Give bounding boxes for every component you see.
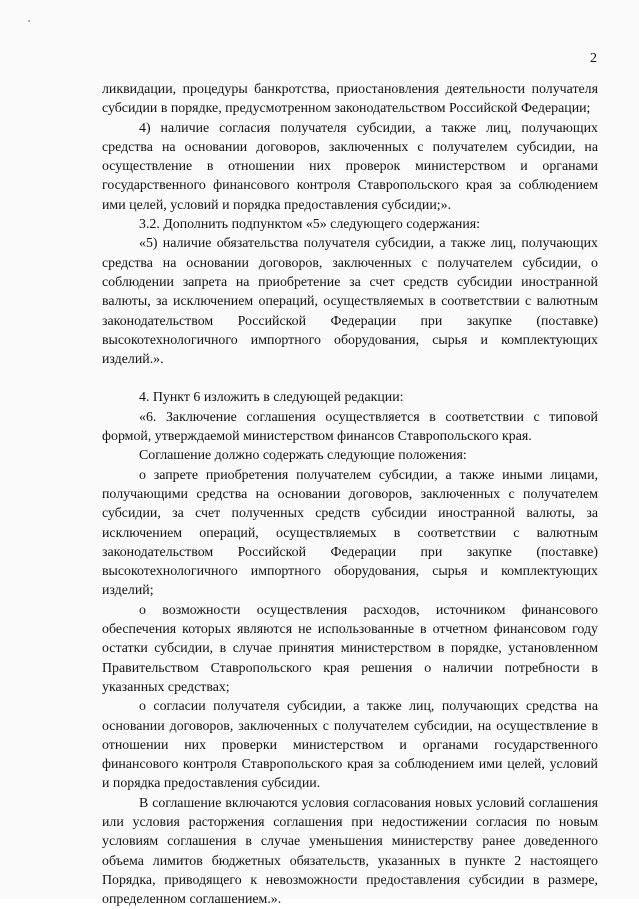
paragraph-continuation: ликвидации, процедуры банкротства, приостановления деятельности получателя субсидии в порядке, предусмотренном законодательством Российской Федерации; (102, 82, 598, 117)
paragraph-gap (102, 369, 598, 388)
document-body (102, 80, 598, 909)
scan-speck (28, 20, 30, 22)
paragraph-item-4: 4) наличие согласия получателя субсидии, а также лиц, получающих средства на основании договоров, заключенных с получателем субсидии, на осуществление в отношении них проверок министерством и органами государственного финансового контроля Ставропольского края за соблюдением ими целей, условий и порядка предоставления субсидии;». (102, 120, 598, 213)
paragraph-3-2: 3.2. Дополнить подпунктом «5» следующего содержания: (139, 217, 481, 233)
paragraph-4: 4. Пункт 6 изложить в следующей редакции: (139, 390, 404, 406)
paragraph-6: «6. Заключение соглашения осуществляется в соответствии с типовой формой, утверждаемой министерством финансов Ставропольского края. (102, 409, 598, 445)
paragraph-prohibition: о запрете приобретения получателем субсидии, а также иными лицами, получающими средства на основании договоров, заключенных с получателем субсидии, за счет полученных средств субсидии иностранной валюты, за исключением операций, осуществляемых в соответствии с валютным законодательством Российской Федерации при закупке (поставке) высокотехнологичного импортного оборудования, сырья и комплектующих изделий; (102, 467, 598, 599)
page-number: 2 (590, 51, 597, 66)
paragraph-item-5: «5) наличие обязательства получателя субсидии, а также лиц, получающих средства на основании договоров, заключенных с получателем субсидии, о соблюдении запрета на приобретение за счет средств субсидии иностранной валюты, за исключением операций, осуществляемых в соответствии с валютным законодательством Российской Федерации при закупке (поставке) высокотехнологичного импортного оборудования, сырья и комплектующих изделий.». (102, 236, 598, 368)
paragraph-consent: о согласии получателя субсидии, а также лиц, получающих средства на основании договоров, заключенных с получателем субсидии, на осуществление в отношении них проверки министерством и органами государственного финансового контроля Ставропольского края за соблюдением ими целей, условий и порядка предоставления субсидии. (102, 699, 598, 792)
paragraph-agreement-provisions: Соглашение должно содержать следующие положения: (139, 448, 467, 464)
paragraph-expenses: о возможности осуществления расходов, источником финансового обеспечения которых являются не использованные в отчетном финансовом году остатки субсидии, в случае принятия министерством в порядке, установленном Правительством Ставропольского края решения о наличии потребности в указанных средствах; (102, 602, 598, 695)
paragraph-conditions: В соглашение включаются условия согласования новых условий соглашения или условия расторжения соглашения при недостижении согласия по новым условиям соглашения в случае уменьшения министерству ранее доведенного объема лимитов бюджетных обязательств, указанных в пункте 2 настоящего Порядка, приводящего к невозможности предоставления субсидии в размере, определенном соглашением.». (102, 795, 598, 908)
